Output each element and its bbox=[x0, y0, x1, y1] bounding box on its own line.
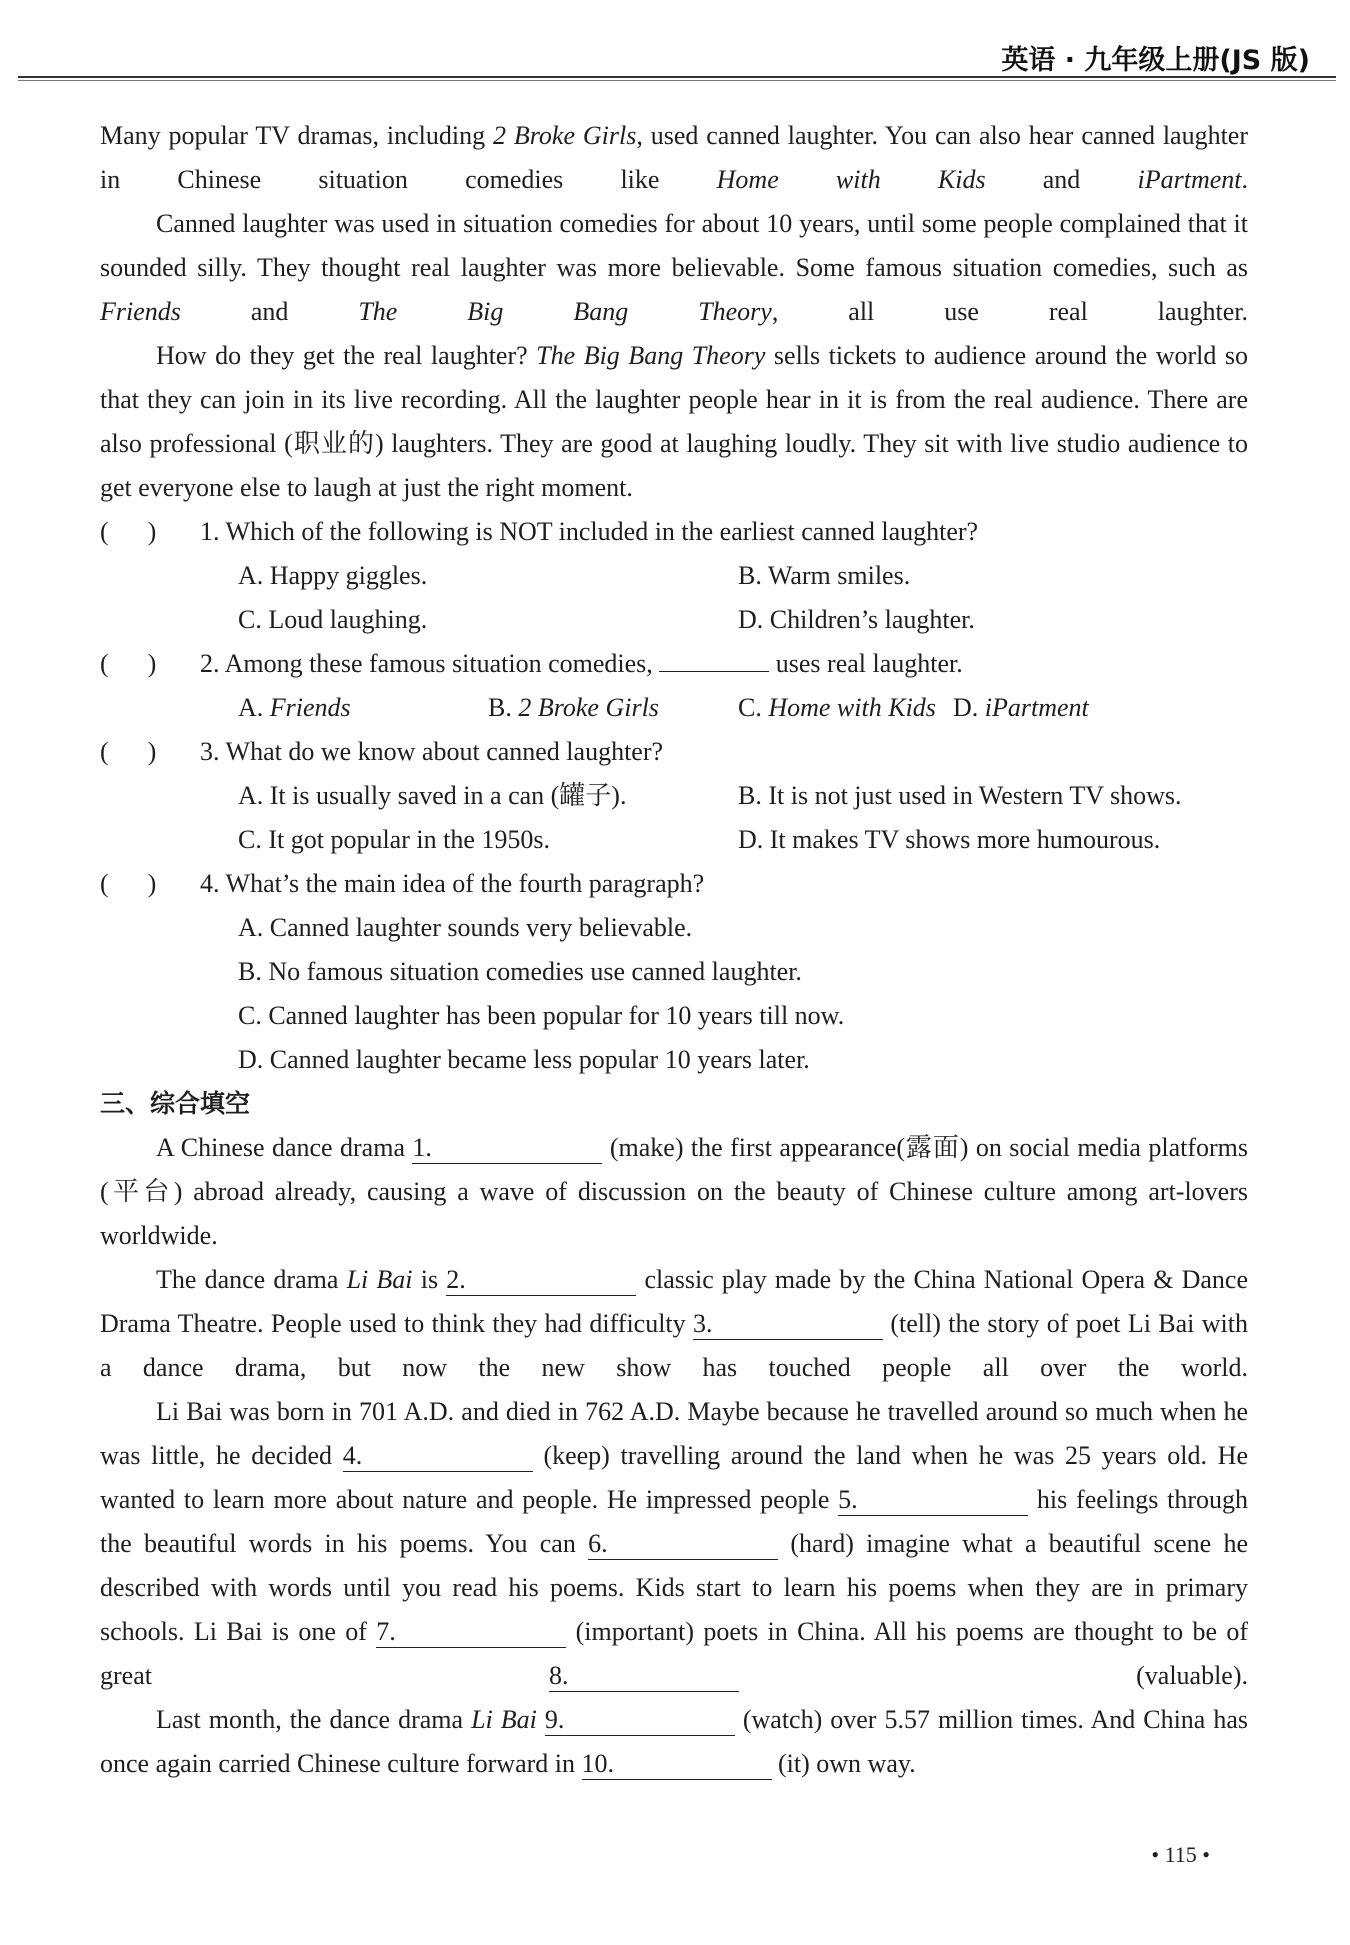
option-d[interactable]: D. Children’s laughter. bbox=[738, 605, 975, 634]
option-a[interactable]: A. It is usually saved in a can (罐子). bbox=[238, 781, 627, 810]
answer-blank-3[interactable]: 3. bbox=[693, 1309, 883, 1340]
question-3-options-row-1 bbox=[238, 774, 1248, 818]
reading-paragraph-1: Many popular TV dramas, including 2 Broke Girls, used canned laughter. You can also hear canned laughter in Chinese situation comedies like Home with Kids and iPartment. bbox=[100, 121, 1249, 194]
option-a[interactable]: A. Friends bbox=[238, 693, 351, 722]
page-header-title: 英语 · 九年级上册(JS 版) bbox=[1001, 45, 1310, 76]
answer-blank-4[interactable]: 4. bbox=[343, 1441, 533, 1472]
reading-paragraph-3: How do they get the real laughter? The Big Bang Theory sells tickets to audience around the world so that they can join in its live recording. All the laughter people hear in it is from the real audience. There are also professional (职业的) laughters. They are good at laughing loudly. They sit with live studio audience to get everyone else to laugh at just the right moment. bbox=[100, 341, 1248, 502]
option-b[interactable]: B. Warm smiles. bbox=[738, 561, 911, 590]
page-content bbox=[100, 114, 1248, 1786]
answer-paren[interactable]: ( ) bbox=[100, 517, 157, 546]
question-1 bbox=[100, 510, 1248, 554]
question-text: 1. Which of the following is NOT included in the earliest canned laughter? bbox=[200, 517, 979, 546]
cloze-paragraph-2: The dance drama Li Bai is 2. classic play made by the China National Opera & Dance Drama Theatre. People used to think they had difficulty 3. (tell) the story of poet Li Bai with a dance drama, but now the new show has touched people all over the world. bbox=[100, 1265, 1249, 1382]
question-1-options-row-2 bbox=[238, 598, 1248, 642]
question-text: 3. What do we know about canned laughter? bbox=[200, 737, 664, 766]
answer-blank-6[interactable]: 6. bbox=[588, 1529, 778, 1560]
option-c[interactable]: C. Home with Kids bbox=[738, 693, 936, 722]
section-title: 三、综合填空 bbox=[100, 1089, 251, 1118]
option-b[interactable]: B. It is not just used in Western TV shows. bbox=[738, 781, 1182, 810]
option-b[interactable]: B. 2 Broke Girls bbox=[488, 693, 659, 722]
question-4 bbox=[100, 862, 1248, 906]
question-3-options-row-2 bbox=[238, 818, 1248, 862]
question-2-options bbox=[238, 686, 1248, 730]
option-d[interactable]: D. iPartment bbox=[953, 693, 1089, 722]
answer-blank-9[interactable]: 9. bbox=[545, 1705, 735, 1736]
answer-blank-8[interactable]: 8. bbox=[549, 1661, 739, 1692]
answer-paren[interactable]: ( ) bbox=[100, 737, 157, 766]
answer-blank-10[interactable]: 10. bbox=[582, 1749, 772, 1780]
answer-paren[interactable]: ( ) bbox=[100, 869, 157, 898]
question-text: 4. What’s the main idea of the fourth paragraph? bbox=[200, 869, 705, 898]
option-d[interactable]: D. Canned laughter became less popular 10 years later. bbox=[238, 1045, 810, 1074]
page-number: • 115 • bbox=[1151, 1842, 1210, 1867]
header-rule bbox=[18, 76, 1336, 78]
answer-blank-2[interactable]: 2. bbox=[446, 1265, 636, 1296]
answer-paren[interactable]: ( ) bbox=[100, 649, 157, 678]
option-a[interactable]: A. Happy giggles. bbox=[238, 561, 428, 590]
answer-blank[interactable] bbox=[659, 671, 769, 672]
question-2 bbox=[100, 642, 1248, 686]
answer-blank-1[interactable]: 1. bbox=[412, 1133, 602, 1164]
option-c[interactable]: C. Canned laughter has been popular for 10 years till now. bbox=[238, 1001, 845, 1030]
cloze-paragraph-1: A Chinese dance drama 1. (make) the first appearance(露面) on social media platforms (平台) abroad already, causing a wave of discussion on the beauty of Chinese culture among art-lovers worldwide. bbox=[100, 1133, 1248, 1250]
question-1-options-row-1 bbox=[238, 554, 1248, 598]
option-d[interactable]: D. It makes TV shows more humourous. bbox=[738, 825, 1161, 854]
cloze-paragraph-3: Li Bai was born in 701 A.D. and died in 762 A.D. Maybe because he travelled around so much when he was little, he decided 4. (keep) travelling around the land when he was 25 years old. He wanted to learn more about nature and people. He impressed people 5. his feelings through the beautiful words in his poems. You can 6. (hard) imagine what a beautiful scene he described with words until you read his poems. Kids start to learn his poems when they are in primary schools. Li Bai is one of 7. (important) poets in China. All his poems are thought to be of great 8. (valuable). bbox=[100, 1397, 1249, 1690]
header-rule-thin bbox=[18, 80, 1336, 81]
answer-blank-5[interactable]: 5. bbox=[838, 1485, 1028, 1516]
option-c[interactable]: C. It got popular in the 1950s. bbox=[238, 825, 550, 854]
reading-paragraph-2: Canned laughter was used in situation comedies for about 10 years, until some people complained that it sounded silly. They thought real laughter was more believable. Some famous situation comedies, such as Friends and The Big Bang Theory, all use real laughter. bbox=[100, 209, 1249, 326]
option-b[interactable]: B. No famous situation comedies use canned laughter. bbox=[238, 957, 802, 986]
question-text: 2. Among these famous situation comedies, uses real laughter. bbox=[200, 649, 963, 678]
option-a[interactable]: A. Canned laughter sounds very believable. bbox=[238, 913, 693, 942]
cloze-paragraph-4: Last month, the dance drama Li Bai 9. (watch) over 5.57 million times. And China has once again carried Chinese culture forward in 10. (it) own way. bbox=[100, 1705, 1248, 1778]
answer-blank-7[interactable]: 7. bbox=[376, 1617, 566, 1648]
question-3 bbox=[100, 730, 1248, 774]
option-c[interactable]: C. Loud laughing. bbox=[238, 605, 428, 634]
